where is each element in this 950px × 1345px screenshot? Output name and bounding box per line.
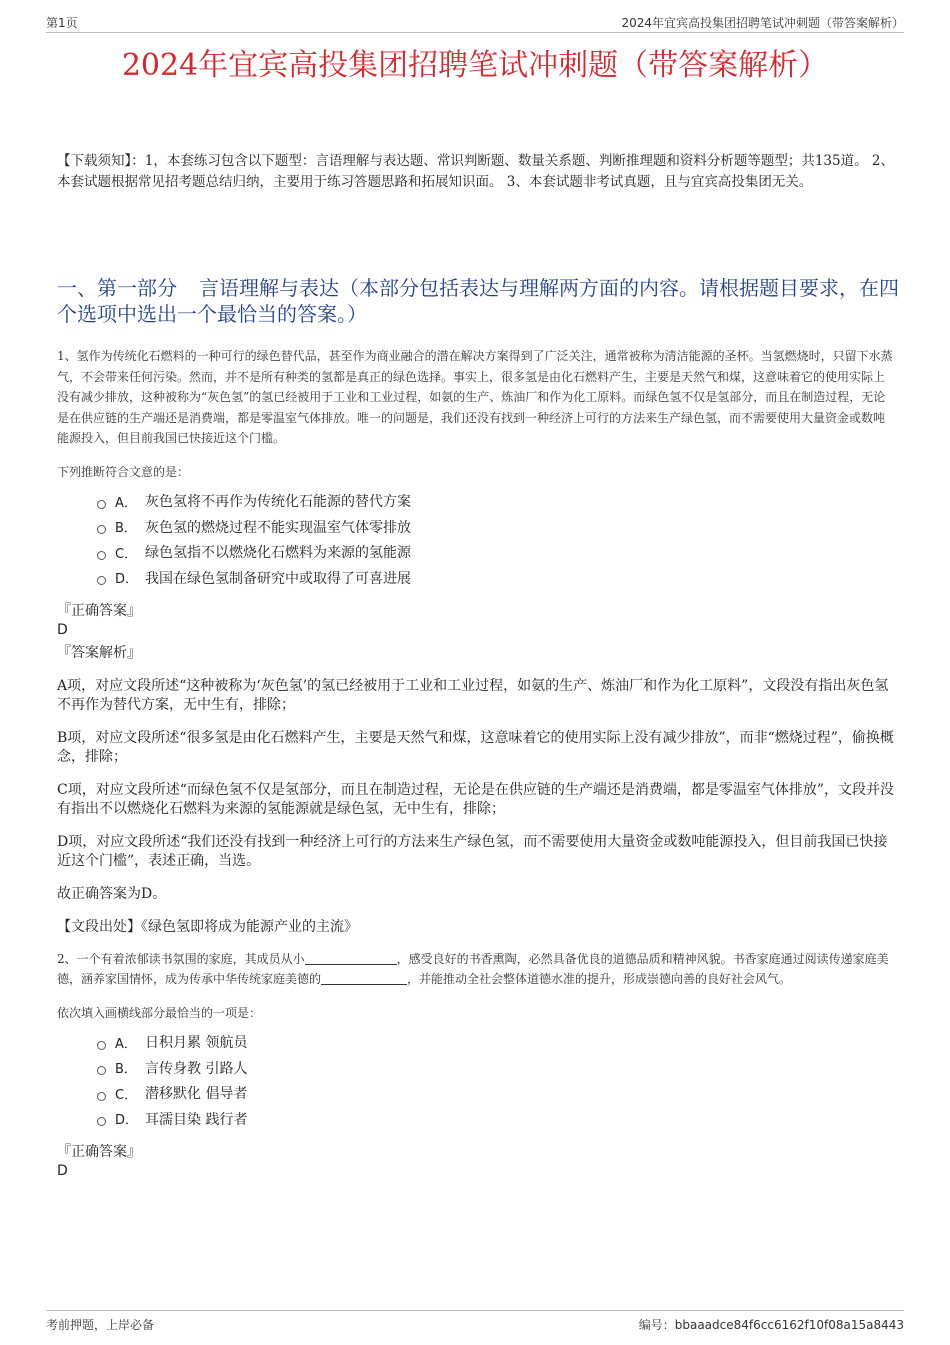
option-c[interactable]: C． 绿色氢指不以燃烧化石燃料为来源的氢能源 xyxy=(97,540,895,566)
question-2 xyxy=(57,949,895,1180)
analysis-conclusion: 故正确答案为D。 xyxy=(57,885,167,902)
correct-answer-label: 『正确答案』 xyxy=(57,602,141,619)
running-title: 2024年宜宾高投集团招聘笔试冲刺题（带答案解析） xyxy=(621,16,904,30)
radio-icon[interactable] xyxy=(97,500,106,509)
radio-icon[interactable] xyxy=(97,1041,106,1050)
source-citation: 【文段出处】《绿色氢即将成为能源产业的主流》 xyxy=(57,918,358,935)
section-description: 言语理解与表达（本部分包括表达与理解两方面的内容。请根据题目要求，在四个选项中选出一个最恰当的答案。） xyxy=(57,276,899,326)
radio-icon[interactable] xyxy=(97,1066,106,1075)
option-d[interactable]: D． 耳濡目染 践行者 xyxy=(97,1106,895,1132)
page-header xyxy=(46,14,904,33)
question-1 xyxy=(57,346,895,937)
question-1-options xyxy=(57,489,895,591)
fill-blank-1 xyxy=(305,951,397,965)
option-a[interactable]: A． 日积月累 领航员 xyxy=(97,1030,895,1056)
section-part: 一、第一部分 xyxy=(57,276,177,300)
analysis-label: 『答案解析』 xyxy=(57,644,141,661)
page-number: 第1页 xyxy=(46,16,78,30)
document-title: 2024年宜宾高投集团招聘笔试冲刺题（带答案解析） xyxy=(121,48,829,83)
radio-icon[interactable] xyxy=(97,1117,106,1126)
footer-slogan: 考前押题，上岸必备 xyxy=(46,1318,155,1332)
question-1-text: 1、氢作为传统化石燃料的一种可行的绿色替代品，甚至作为商业融合的潜在解决方案得到了广泛关注，通常被称为清洁能源的圣杯。当氢燃烧时，只留下水蒸气，不会带来任何污染。然而，并不是所有种类的氢都是真正的绿色选择。事实上，很多氢是由化石燃料产生，主要是天然气和煤，这意味着它的使用实际上没有减少排放，这种被称为“灰色氢”的氢已经被用于工业和工业过程，如氨的生产、炼油厂和作为化工原料。而绿色氢不仅是氢部分，而且在制造过程，无论是在供应链的生产端还是消费端，都是零温室气体排放。唯一的问题是，我们还没有找到一种经济上可行的方法来生产绿色氢，而不需要使用大量资金或数吨能源投入，但目前我国已快接近这个门槛。 xyxy=(57,349,893,445)
option-b[interactable]: B． 灰色氢的燃烧过程不能实现温室气体零排放 xyxy=(97,514,895,540)
option-d[interactable]: D． 我国在绿色氢制备研究中或取得了可喜进展 xyxy=(97,565,895,591)
option-b[interactable]: B． 言传身教 引路人 xyxy=(97,1055,895,1081)
section-title xyxy=(57,275,902,327)
correct-answer: D xyxy=(57,621,68,638)
option-c[interactable]: C． 潜移默化 倡导者 xyxy=(97,1081,895,1107)
question-1-prompt: 下列推断符合文意的是： xyxy=(57,464,190,479)
correct-answer-label: 『正确答案』 xyxy=(57,1143,141,1160)
question-2-text: 2、一个有着浓郁读书氛围的家庭，其成员从小 ，感受良好的书香熏陶，必然具备优良的道德品质和精神风貌。书香家庭通过阅读传递家庭美德，涵养家国情怀，成为传承中华传统家庭美德的 ，并能推动全社会整体道德水准的提升，形成崇德向善的良好社会风气。 xyxy=(57,951,889,986)
question-2-options xyxy=(57,1030,895,1132)
radio-icon[interactable] xyxy=(97,1092,106,1101)
analysis-c: C项，对应文段所述“而绿色氢不仅是氢部分，而且在制造过程，无论是在供应链的生产端还是消费端，都是零温室气体排放”，文段并没有指出不以燃烧化石燃料为来源的氢能源就是绿色氢，无中生有，排除； xyxy=(57,781,895,817)
download-notice: 【下载须知】：1，本套练习包含以下题型：言语理解与表达题、常识判断题、数量关系题、判断推理题和资料分析题等题型；共135道。 2、本套试题根据常见招考题总结归纳，主要用于练习答题思路和拓展知识面。 3、本套试题非考试真题，且与宜宾高投集团无关。 xyxy=(57,153,894,190)
fill-blank-2 xyxy=(321,971,407,985)
question-content xyxy=(57,346,895,1180)
analysis-d: D项，对应文段所述“我们还没有找到一种经济上可行的方法来生产绿色氢，而不需要使用大量资金或数吨能源投入，但目前我国已快接近这个门槛”，表述正确，当选。 xyxy=(57,833,888,869)
page-footer xyxy=(46,1310,904,1333)
analysis-a: A项，对应文段所述“这种被称为‘灰色氢’的氢已经被用于工业和工业过程，如氨的生产、炼油厂和作为化工原料”，文段没有指出灰色氢不再作为替代方案，无中生有，排除； xyxy=(57,677,889,713)
radio-icon[interactable] xyxy=(97,576,106,585)
question-2-prompt: 依次填入画横线部分最恰当的一项是： xyxy=(57,1005,262,1020)
option-a[interactable]: A． 灰色氢将不再作为传统化石能源的替代方案 xyxy=(97,489,895,515)
document-id: 编号：bbaaadce84f6cc6162f10f08a15a8443 xyxy=(638,1318,904,1332)
radio-icon[interactable] xyxy=(97,525,106,534)
correct-answer: D xyxy=(57,1162,68,1179)
radio-icon[interactable] xyxy=(97,551,106,560)
analysis-b: B项，对应文段所述“很多氢是由化石燃料产生，主要是天然气和煤，这意味着它的使用实际上没有减少排放”，而非“燃烧过程”，偷换概念，排除； xyxy=(57,729,894,765)
